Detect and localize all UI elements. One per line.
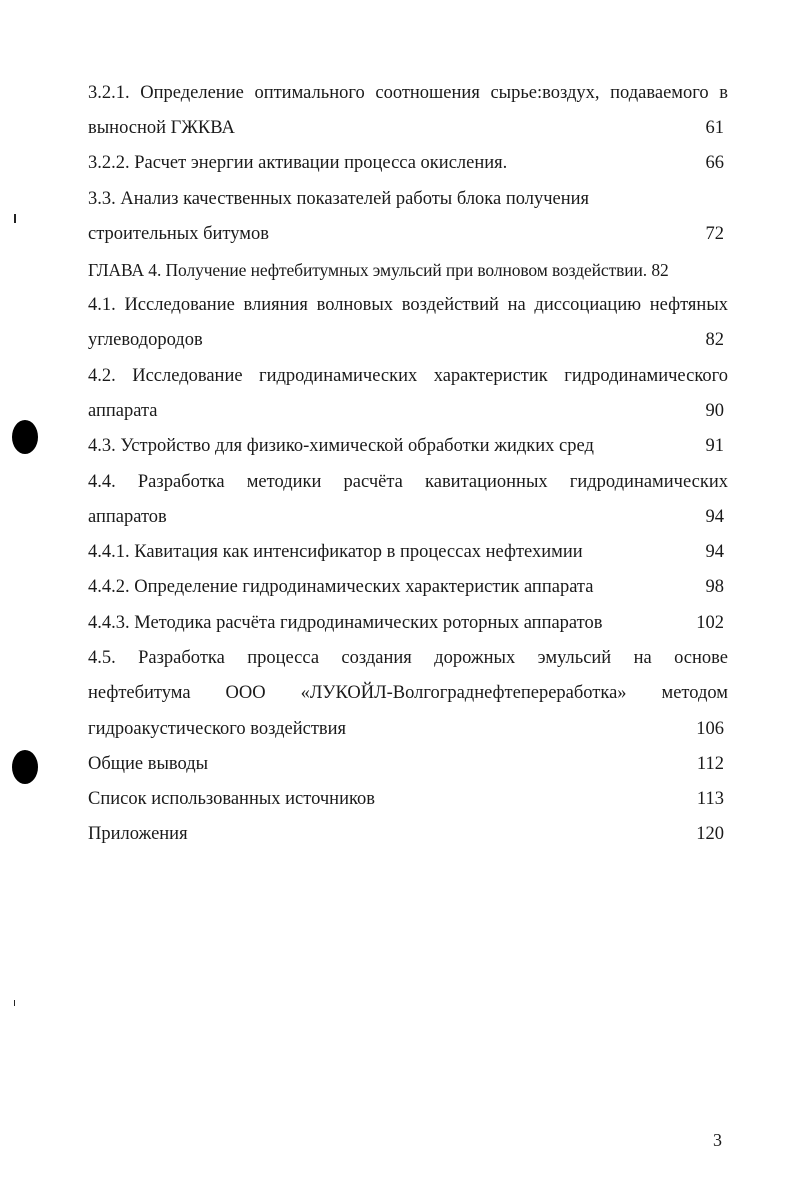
toc-title: аппарата [88, 401, 158, 421]
toc-chapter-heading: ГЛАВА 4. Получение нефтебитумных эмульсий при волновом воздействии. 82 [88, 260, 669, 280]
toc-page-number: 106 [696, 719, 724, 739]
scan-speck [14, 1000, 15, 1006]
toc-line: 3.2.1. Определение оптимального соотношения сырье:воздух, подаваемого в [88, 83, 728, 103]
toc-title: Приложения [88, 824, 188, 844]
toc-title: выносной ГЖКВА [88, 118, 235, 138]
scan-speck [14, 214, 16, 223]
toc-line: 4.1. Исследование влияния волновых воздействий на диссоциацию нефтяных [88, 295, 728, 315]
toc-page-number: 82 [705, 330, 724, 350]
toc-page-number: 94 [705, 507, 724, 527]
toc-title: 3.2.2. Расчет энергии активации процесса окисления. [88, 153, 508, 173]
toc-title: строительных битумов [88, 224, 269, 244]
toc-line [88, 116, 728, 140]
page-number: 3 [713, 1130, 722, 1150]
toc-page-number: 66 [705, 153, 724, 173]
toc-title: углеводородов [88, 330, 203, 350]
toc-page-number: 98 [705, 577, 724, 597]
toc-line [88, 222, 728, 246]
toc-title: 4.4.3. Методика расчёта гидродинамических роторных аппаратов [88, 613, 603, 633]
toc-title: Список использованных источников [88, 789, 376, 809]
toc-line: 4.4. Разработка методики расчёта кавитационных гидродинамических [88, 472, 728, 492]
toc-line: нефтебитума ООО «ЛУКОЙЛ-Волгограднефтепереработка» методом [88, 683, 728, 703]
toc-line: 4.5. Разработка процесса создания дорожных эмульсий на основе [88, 648, 728, 668]
toc-page-number: 72 [705, 224, 724, 244]
toc-page-number: 112 [696, 754, 724, 774]
toc-line [88, 540, 728, 564]
toc-line [88, 611, 728, 635]
toc-line [88, 328, 728, 352]
toc-title: Общие выводы [88, 754, 209, 774]
toc-title: 4.4.1. Кавитация как интенсификатор в процессах нефтехимии [88, 542, 583, 562]
punch-hole [12, 750, 38, 784]
toc-page-number: 113 [696, 789, 724, 809]
toc-line: 4.2. Исследование гидродинамических характеристик гидродинамического [88, 366, 728, 386]
toc-page-number: 91 [705, 436, 724, 456]
toc-page-number: 90 [705, 401, 724, 421]
toc-line: 3.3. Анализ качественных показателей работы блока получения [88, 189, 590, 209]
punch-hole [12, 420, 38, 454]
toc-title: гидроакустического воздействия [88, 719, 347, 739]
toc-line [88, 787, 728, 811]
toc-title: аппаратов [88, 507, 167, 527]
toc-page-number: 120 [696, 824, 724, 844]
toc-line [88, 399, 728, 423]
toc-line [88, 575, 728, 599]
toc-line [88, 717, 728, 741]
toc-line [88, 434, 728, 458]
toc-line [88, 752, 728, 776]
toc-page-number: 94 [705, 542, 724, 562]
toc-page-number: 102 [696, 613, 724, 633]
toc-page-number: 61 [705, 118, 724, 138]
toc-line [88, 822, 728, 846]
toc-title: 4.4.2. Определение гидродинамических характеристик аппарата [88, 577, 594, 597]
toc-line [88, 151, 728, 175]
toc-line [88, 505, 728, 529]
toc-title: 4.3. Устройство для физико-химической обработки жидких сред [88, 436, 594, 456]
